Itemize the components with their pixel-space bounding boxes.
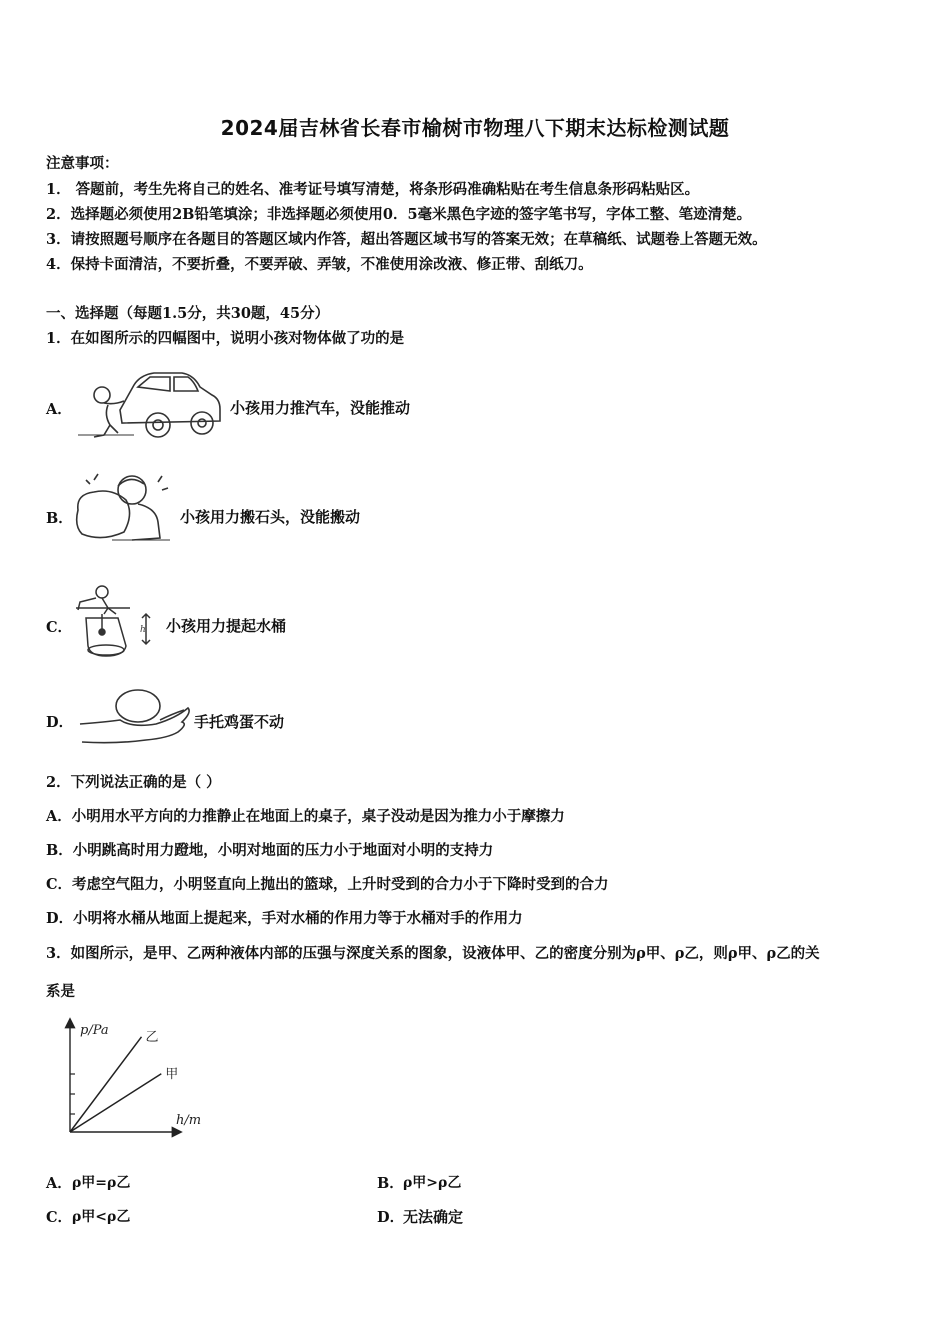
notice-item: 1． 答题前，考生先将自己的姓名、准考证号填写清楚，将条形码准确粘贴在考生信息条形码粘贴区。: [46, 181, 700, 198]
series-line-0: [70, 1037, 142, 1132]
q1-option-b-letter: B．: [46, 510, 73, 527]
notice-heading: 注意事项：: [46, 155, 119, 172]
notice-item: 3．请按照题号顺序在各题目的答题区域内作答，超出答题区域书写的答案无效；在草稿纸、试题卷上答题无效。: [46, 231, 767, 248]
q1-option-a-letter: A．: [46, 401, 72, 418]
child-pushing-car-image: [74, 365, 224, 443]
q3-option-b-letter: B．: [377, 1175, 404, 1192]
question-2-stem: 2．下列说法正确的是（ ）: [46, 774, 221, 791]
notice-item: 4．保持卡面清洁，不要折叠，不要弄破、弄皱，不准使用涂改液、修正带、刮纸刀。: [46, 256, 593, 273]
q3-option-d-letter: D．: [377, 1209, 405, 1226]
question-3-stem-line1: 3．如图所示，是甲、乙两种液体内部的压强与深度关系的图象，设液体甲、乙的密度分别为ρ甲、ρ乙，则ρ甲、ρ乙的关: [46, 945, 820, 962]
series-label-1: 甲: [165, 1066, 179, 1082]
q2-option-c: C．考虑空气阻力，小明竖直向上抛出的篮球，上升时受到的合力小于下降时受到的合力: [46, 876, 609, 893]
q3-option-a-text: ρ甲=ρ乙: [72, 1175, 131, 1191]
q1-option-d-letter: D．: [46, 714, 74, 731]
x-axis-label: h/m: [176, 1113, 202, 1128]
q1-option-b-text: 小孩用力搬石头，没能搬动: [180, 508, 361, 526]
q2-option-b: B．小明跳高时用力蹬地，小明对地面的压力小于地面对小明的支持力: [46, 842, 494, 859]
bucket-height-label: h: [140, 625, 146, 635]
q1-option-c-text: 小孩用力提起水桶: [166, 617, 287, 635]
child-lifting-bucket-image: [72, 584, 162, 664]
q3-option-b-text: ρ甲>ρ乙: [403, 1175, 462, 1191]
series-line-1: [70, 1074, 161, 1132]
page-title: 2024届吉林省长春市榆树市物理八下期末达标检测试题: [220, 116, 730, 140]
section-heading: 一、选择题（每题1.5分，共30题，45分）: [46, 305, 330, 322]
series-label-0: 乙: [145, 1029, 159, 1045]
child-lifting-rock-image: [72, 470, 174, 546]
q3-option-d-text: 无法确定: [403, 1208, 464, 1226]
q3-option-c-text: ρ甲<ρ乙: [72, 1209, 131, 1225]
hand-holding-egg-image: [76, 684, 194, 750]
q2-option-a: A．小明用水平方向的力推静止在地面上的桌子，桌子没动是因为推力小于摩擦力: [46, 808, 565, 825]
pressure-depth-chart: [58, 1014, 218, 1144]
q2-option-d: D．小明将水桶从地面上提起来，手对水桶的作用力等于水桶对手的作用力: [46, 910, 523, 927]
question-1-stem: 1．在如图所示的四幅图中，说明小孩对物体做了功的是: [46, 330, 405, 347]
q3-option-c-letter: C．: [46, 1209, 73, 1226]
q1-option-c-letter: C．: [46, 619, 73, 636]
y-axis-label: p/Pa: [80, 1023, 109, 1038]
q3-option-a-letter: A．: [46, 1175, 72, 1192]
question-3-stem-line2: 系是: [46, 983, 75, 1000]
notice-item: 2．选择题必须使用2B铅笔填涂；非选择题必须使用0．5毫米黑色字迹的签字笔书写，字体工整、笔迹清楚。: [46, 206, 752, 223]
q1-option-a-text: 小孩用力推汽车，没能推动: [230, 399, 411, 417]
q1-option-d-text: 手托鸡蛋不动: [194, 713, 285, 731]
